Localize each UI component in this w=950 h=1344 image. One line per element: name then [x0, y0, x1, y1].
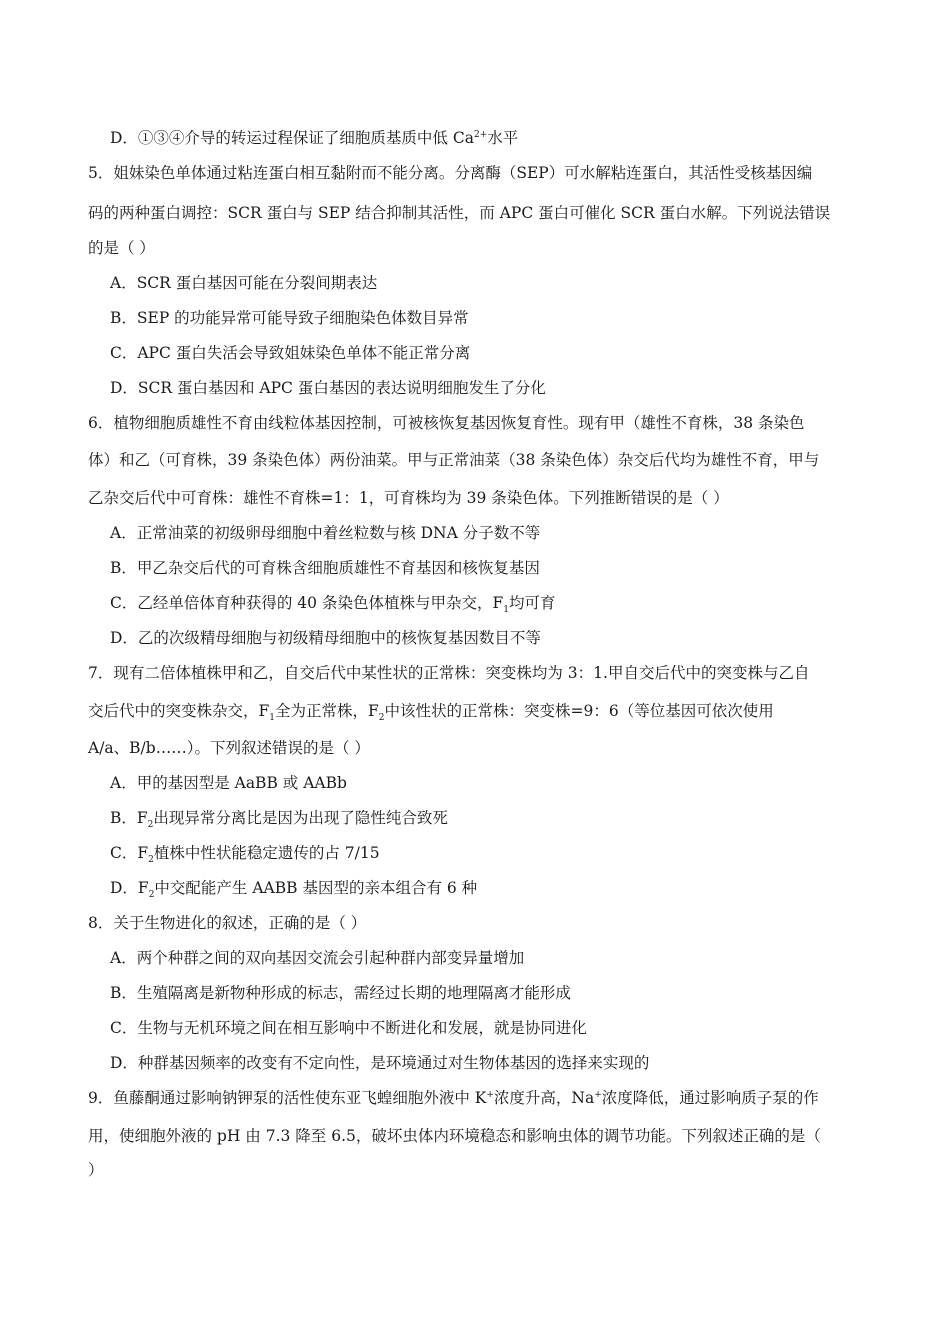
- q6-stem-line-1: 6．植物细胞质雄性不育由线粒体基因控制，可被核恢复基因恢复育性。现有甲（雄性不育株，38 条染色: [88, 414, 805, 432]
- stem-text: 交后代中的突变株杂交，F: [88, 702, 270, 720]
- q7-option-d: [110, 878, 478, 901]
- q5-stem-line-3: 的是（ ）: [88, 239, 155, 257]
- q7-option-a: A．甲的基因型是 AaBB 或 AABb: [110, 774, 347, 792]
- superscript: +: [486, 1089, 494, 1100]
- option-text: B．F: [110, 809, 148, 827]
- q9-stem-line-3: ）: [88, 1161, 104, 1179]
- q8-option-a: A．两个种群之间的双向基因交流会引起种群内部变异量增加: [110, 949, 525, 967]
- q5-stem-line-1: 5．姐妹染色单体通过粘连蛋白相互黏附而不能分离。分离酶（SEP）可水解粘连蛋白，其活性受核基因编: [88, 164, 813, 182]
- option-text: D．①③④介导的转运过程保证了细胞质基质中低 Ca: [110, 129, 474, 147]
- q6-stem-line-3: 乙杂交后代中可育株：雄性不育株=1：1，可育株均为 39 条染色体。下列推断错误的是（ ）: [88, 489, 729, 507]
- option-text: 出现异常分离比是因为出现了隐性纯合致死: [153, 809, 448, 827]
- superscript: +: [594, 1089, 602, 1100]
- q8-option-b: B．生殖隔离是新物种形成的标志，需经过长期的地理隔离才能形成: [110, 984, 571, 1002]
- stem-text: 浓度降低，通过影响质子泵的作: [601, 1089, 819, 1107]
- stem-text: 9．鱼藤酮通过影响钠钾泵的活性使东亚飞蝗细胞外液中 K: [88, 1089, 487, 1107]
- stem-text: 浓度升高，Na: [493, 1089, 595, 1107]
- q6-option-d: D．乙的次级精母细胞与初级精母细胞中的核恢复基因数目不等: [110, 629, 541, 647]
- option-text: 水平: [487, 129, 519, 147]
- q7-option-b: [110, 808, 448, 831]
- q5-stem-line-2: 码的两种蛋白调控：SCR 蛋白与 SEP 结合抑制其活性，而 APC 蛋白可催化 SCR 蛋白水解。下列说法错误: [88, 204, 831, 222]
- superscript: 2+: [473, 129, 488, 140]
- q5-option-d: D．SCR 蛋白基因和 APC 蛋白基因的表达说明细胞发生了分化: [110, 379, 546, 397]
- q8-stem: 8．关于生物进化的叙述，正确的是（ ）: [88, 914, 367, 932]
- q9-stem-line-2: 用，使细胞外液的 pH 由 7.3 降至 6.5，破坏虫体内环境稳态和影响虫体的调节功能。下列叙述正确的是（: [88, 1127, 821, 1145]
- subscript: 1: [503, 605, 509, 616]
- q7-stem-line-3: A/a、B/b……）。下列叙述错误的是（ ）: [88, 739, 370, 757]
- subscript: 1: [269, 713, 275, 724]
- q5-option-c: C．APC 蛋白失活会导致姐妹染色单体不能正常分离: [110, 344, 471, 362]
- option-text: 均可育: [508, 594, 556, 612]
- q4-option-d: [110, 128, 518, 148]
- q9-stem-line-1: [88, 1088, 819, 1108]
- q8-option-c: C．生物与无机环境之间在相互影响中不断进化和发展，就是协同进化: [110, 1019, 587, 1037]
- subscript: 2: [378, 713, 385, 724]
- option-text: C．乙经单倍体育种获得的 40 条染色体植株与甲杂交，F: [110, 594, 504, 612]
- option-text: C．F: [110, 844, 149, 862]
- q6-option-a: A．正常油菜的初级卵母细胞中着丝粒数与核 DNA 分子数不等: [110, 524, 541, 542]
- q5-option-b: B．SEP 的功能异常可能导致子细胞染色体数目异常: [110, 309, 469, 327]
- q7-stem-line-1: 7．现有二倍体植株甲和乙，自交后代中某性状的正常株：突变株均为 3：1.甲自交后代中的突变株与乙自: [88, 664, 810, 682]
- stem-text: 中该性状的正常株：突变株=9：6（等位基因可依次使用: [384, 702, 774, 720]
- q5-option-a: A．SCR 蛋白基因可能在分裂间期表达: [110, 274, 378, 292]
- option-text: D．F: [110, 879, 149, 897]
- subscript: 2: [148, 890, 155, 901]
- q6-option-b: B．甲乙杂交后代的可育株含细胞质雄性不育基因和核恢复基因: [110, 559, 540, 577]
- q7-stem-line-2: [88, 701, 774, 724]
- subscript: 2: [147, 820, 154, 831]
- q7-option-c: [110, 843, 380, 866]
- option-text: 中交配能产生 AABB 基因型的亲本组合有 6 种: [154, 879, 478, 897]
- stem-text: 全为正常株，F: [275, 702, 379, 720]
- q6-option-c: [110, 593, 556, 616]
- q8-option-d: D．种群基因频率的改变有不定向性，是环境通过对生物体基因的选择来实现的: [110, 1054, 650, 1072]
- option-text: 植株中性状能稳定遗传的占 7/15: [153, 844, 380, 862]
- q6-stem-line-2: 体）和乙（可育株，39 条染色体）两份油菜。甲与正常油菜（38 条染色体）杂交后代均为雄性不育，甲与: [88, 451, 820, 469]
- subscript: 2: [148, 855, 154, 866]
